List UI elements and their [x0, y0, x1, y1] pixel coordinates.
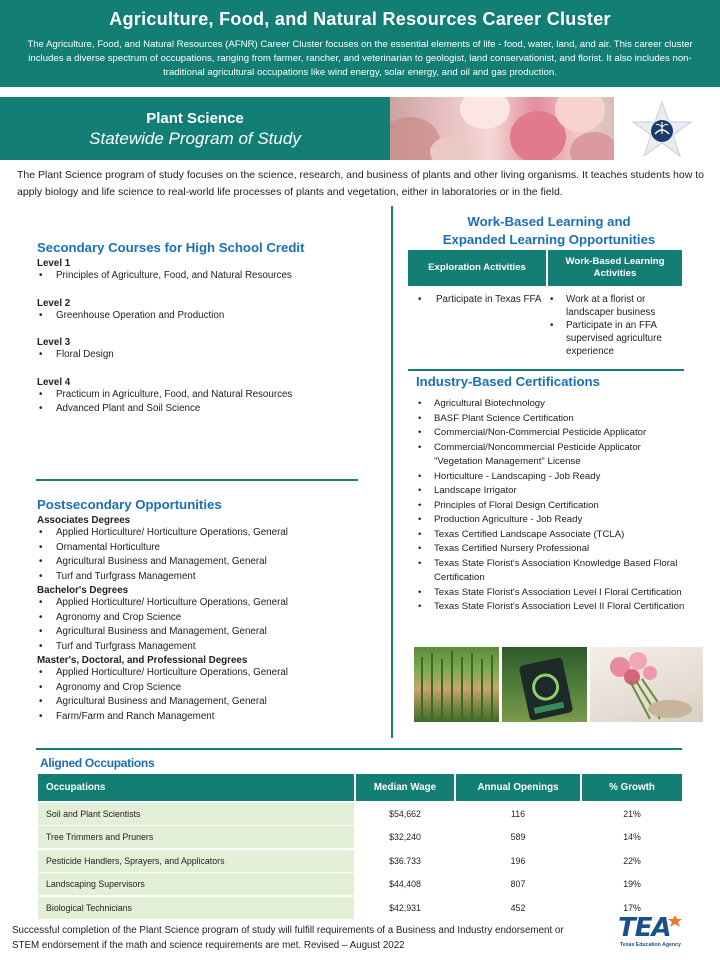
degree-item: • Ornamental Horticulture — [37, 541, 377, 556]
wbl-item: • Participate in Texas FFA — [408, 293, 548, 306]
cluster-title: Agriculture, Food, and Natural Resources Career Cluster — [109, 9, 611, 29]
degree-label: Associates Degrees — [37, 515, 131, 526]
tablet-plant-photo — [502, 647, 587, 722]
degree-item: • Agricultural Business and Management, General — [37, 695, 377, 710]
wbl-item: • Participate in an FFA supervised agriculture experience — [548, 319, 682, 358]
header-occupations: Occupations — [38, 774, 356, 801]
growth-cell: 19% — [623, 879, 641, 889]
table-row — [38, 803, 682, 825]
openings-cell: 196 — [456, 850, 582, 872]
postsecondary-section — [37, 497, 377, 724]
course-list — [37, 309, 377, 324]
table-row — [38, 897, 682, 919]
header-median-wage: Median Wage — [356, 774, 456, 801]
certification-item: • BASF Plant Science Certification — [416, 412, 692, 427]
level-label: Level 4 — [37, 376, 71, 388]
course-list — [37, 348, 377, 363]
wbl-title — [408, 213, 690, 249]
wbl-title-line2: Expanded Learning Opportunities — [442, 232, 656, 247]
secondary-title: Secondary Courses for High School Credit — [37, 240, 305, 255]
certification-item: • Texas State Florist's Association Level II Floral Certification — [416, 600, 692, 615]
occupation-cell: Biological Technicians — [38, 897, 356, 919]
wbl-table-body — [408, 286, 682, 358]
occupation-cell: Tree Trimmers and Pruners — [38, 826, 356, 848]
wbl-item: • Work at a florist or landscaper business — [548, 293, 682, 319]
certifications-title: Industry-Based Certifications — [416, 374, 600, 389]
photo-strip — [414, 647, 703, 722]
openings-cell: 116 — [456, 803, 582, 825]
occupations-header-row — [38, 774, 682, 801]
section-divider — [36, 479, 358, 481]
certification-item: • Principles of Floral Design Certification — [416, 499, 692, 514]
wbl-col1 — [408, 293, 548, 358]
table-row — [38, 873, 682, 895]
wage-cell: $44,408 — [356, 873, 456, 895]
occupation-cell: Pesticide Handlers, Sprayers, and Applicators — [38, 850, 356, 872]
wage-cell: $42,931 — [356, 897, 456, 919]
occupations-title: Aligned Occupations — [40, 756, 155, 770]
certifications-section — [416, 374, 692, 615]
cluster-description: The Agriculture, Food, and Natural Resources (AFNR) Career Cluster focuses on the essential elements of life - food, water, land, and air. This career cluster includes a diverse spectrum of occupations, ranging from farmer, rancher, and veterinarian to geologist, land conservationist, and florist. It also includes non-traditional agricultural occupations like wind energy, solar energy, and oil and gas production. — [27, 39, 693, 78]
certification-item: • Texas State Florist's Association Knowledge Based Floral Certification — [416, 557, 692, 586]
wbl-table-header — [408, 250, 682, 286]
certification-item: • Commercial/Non-Commercial Pesticide Applicator — [416, 426, 692, 441]
course-item: • Advanced Plant and Soil Science — [37, 402, 377, 417]
degree-item: • Farm/Farm and Ranch Management — [37, 710, 377, 725]
wage-cell: $32,240 — [356, 826, 456, 848]
degree-item: • Agricultural Business and Management, General — [37, 625, 377, 640]
course-item: • Practicum in Agriculture, Food, and Natural Resources — [37, 388, 377, 403]
growth-cell: 21% — [623, 808, 641, 819]
openings-cell: 807 — [456, 873, 582, 895]
certification-item: • Production Agriculture - Job Ready — [416, 513, 692, 528]
degree-item: • Agricultural Business and Management, General — [37, 555, 377, 570]
wage-cell: $36.733 — [356, 850, 456, 872]
degree-item: • Agronomy and Crop Science — [37, 611, 377, 626]
certification-item: • Horticulture - Landscaping - Job Ready — [416, 470, 692, 485]
wbl-col1-header: Exploration Activities — [408, 250, 546, 286]
cluster-banner — [0, 0, 720, 87]
degree-item: • Applied Horticulture/ Horticulture Operations, General — [37, 526, 377, 541]
crop-field-photo — [414, 647, 499, 722]
certification-item: • Texas State Florist's Association Level I Floral Certification — [416, 586, 692, 601]
certification-item: • Texas Certified Landscape Associate (TCLA) — [416, 528, 692, 543]
secondary-courses-section — [37, 240, 377, 417]
florist-photo — [590, 647, 703, 722]
degree-label: Master's, Doctoral, and Professional Degrees — [37, 655, 248, 666]
certification-list — [416, 397, 692, 615]
wage-cell: $54,662 — [356, 803, 456, 825]
certification-item: • Commercial/Noncommercial Pesticide Applicator "Vegetation Management" License — [416, 441, 692, 470]
level-label: Level 1 — [37, 258, 71, 269]
degree-list — [37, 666, 377, 724]
wbl-col2-header: Work-Based Learning Activities — [548, 250, 682, 286]
occupation-cell: Soil and Plant Scientists — [38, 803, 356, 825]
certification-item: • Landscape Irrigator — [416, 484, 692, 499]
degree-item: • Applied Horticulture/ Horticulture Operations, General — [37, 596, 377, 611]
section-divider — [36, 748, 682, 750]
growth-cell: 17% — [623, 902, 641, 913]
flowers-photo — [390, 97, 614, 160]
growth-cell: 22% — [623, 855, 641, 866]
degree-item: • Turf and Turfgrass Management — [37, 570, 377, 585]
certification-item: • Agricultural Biotechnology — [416, 397, 692, 412]
course-list — [37, 269, 377, 284]
wbl-table — [408, 250, 682, 358]
course-item: • Greenhouse Operation and Production — [37, 309, 377, 324]
star-seal-icon — [628, 100, 696, 160]
footer-note: Successful completion of the Plant Science program of study will fulfill requirements of a Business and Industry endorsement or STEM endorsement if the math and science requirements are met. Revised – August 2022 — [12, 925, 564, 951]
degree-item: • Turf and Turfgrass Management — [37, 640, 377, 655]
degree-label: Bachelor's Degrees — [37, 585, 129, 596]
header-growth: % Growth — [582, 774, 682, 801]
program-subtitle: Statewide Program of Study — [89, 129, 301, 148]
section-divider — [408, 369, 684, 371]
degree-item: • Applied Horticulture/ Horticulture Operations, General — [37, 666, 377, 681]
tea-logo-subtitle: Texas Education Agency — [620, 942, 681, 948]
occupation-cell: Landscaping Supervisors — [38, 873, 356, 895]
course-item: • Principles of Agriculture, Food, and Natural Resources — [37, 269, 377, 284]
tea-logo — [616, 913, 688, 953]
column-divider — [391, 206, 393, 738]
wbl-title-line1: Work-Based Learning and — [467, 214, 631, 229]
wbl-col2 — [548, 293, 682, 358]
course-item: • Floral Design — [37, 348, 377, 363]
program-name: Plant Science — [146, 110, 244, 127]
growth-cell: 14% — [623, 832, 641, 842]
program-title-box — [0, 97, 390, 160]
openings-cell: 452 — [456, 897, 582, 919]
table-row — [38, 826, 682, 848]
postsecondary-title: Postsecondary Opportunities — [37, 497, 222, 512]
level-label: Level 3 — [37, 337, 71, 348]
header-annual-openings: Annual Openings — [456, 774, 582, 801]
course-list — [37, 388, 377, 417]
degree-item: • Agronomy and Crop Science — [37, 681, 377, 696]
openings-cell: 589 — [456, 826, 582, 848]
degree-list — [37, 526, 377, 584]
occupations-table — [38, 774, 682, 919]
program-description: The Plant Science program of study focuses on the science, research, and business of plants and other living organisms. It teaches students how to apply biology and life science to real-world life processes of plants and vegetation, either in laboratories or in the field. — [17, 169, 704, 198]
tea-logo-word: TEA — [618, 913, 671, 943]
level-label: Level 2 — [37, 297, 71, 309]
certification-item: • Texas Certified Nursery Professional — [416, 542, 692, 557]
degree-list — [37, 596, 377, 654]
table-row — [38, 850, 682, 872]
tea-logo-star-icon — [668, 915, 682, 927]
